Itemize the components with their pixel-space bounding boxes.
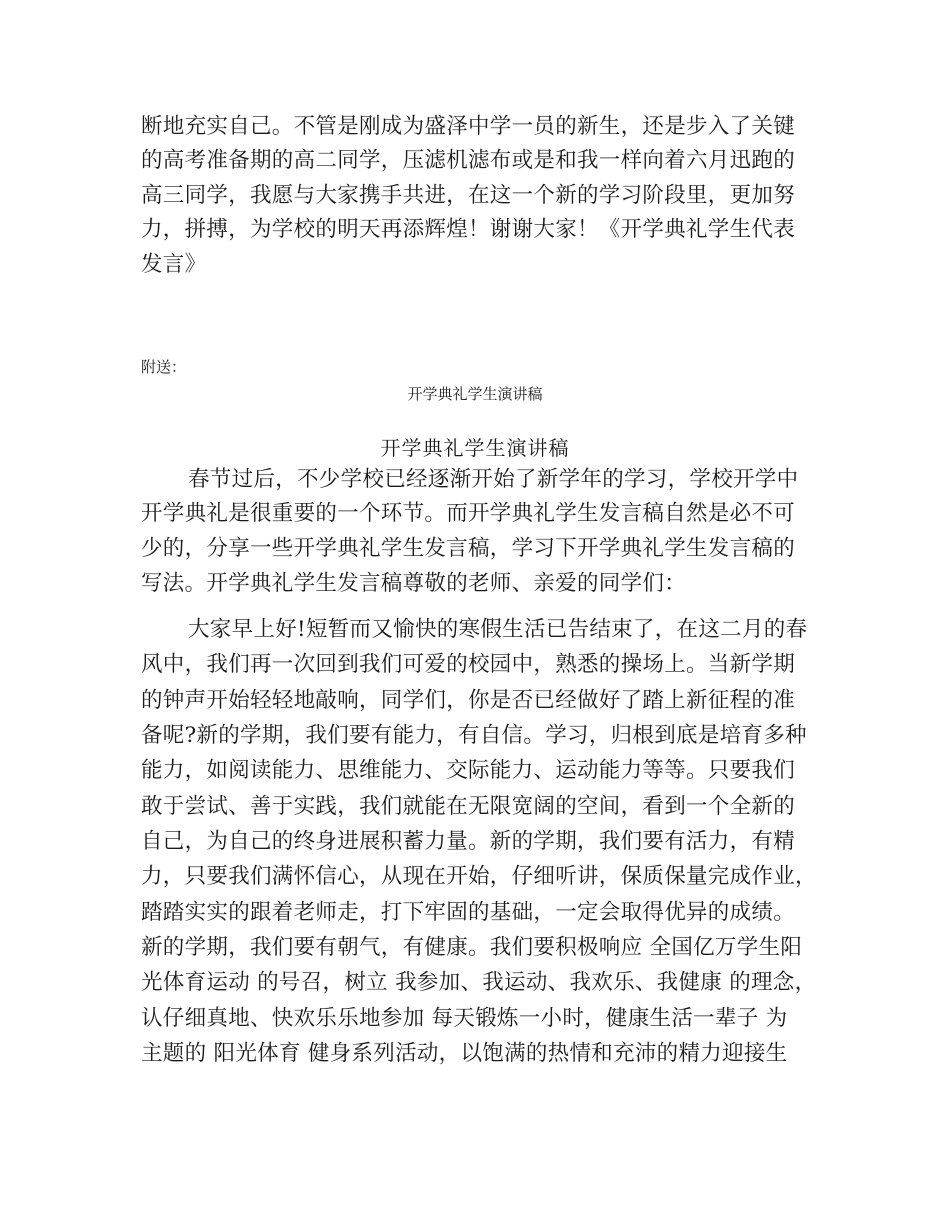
text-line: 写法。开学典礼学生发言稿尊敬的老师、亲爱的同学们： <box>141 571 687 596</box>
text-line: 的高考准备期的高二同学，压滤机滤布或是和我一样向着六月迅跑的 <box>141 148 796 173</box>
text-line: 春节过后，不少学校已经逐渐开始了新学年的学习，学校开学中 <box>188 467 799 492</box>
page-title: 开学典礼学生演讲稿 <box>380 436 570 460</box>
text-line: 主题的 阳光体育 健身系列活动，以饱满的热情和充沛的精力迎接生 <box>141 1041 788 1066</box>
text-line: 大家早上好!短暂而又愉快的寒假生活已告结束了，在这二月的春 <box>188 617 808 642</box>
text-line: 备呢?新的学期，我们要有能力，有自信。学习，归根到底是培育多种 <box>141 723 807 748</box>
text-line: 自己，为自己的终身进展积蓄力量。新的学期，我们要有活力，有精 <box>141 829 796 854</box>
text-line: 新的学期，我们要有朝气，有健康。我们要积极响应 全国亿万学生阳 <box>141 935 803 960</box>
text-line: 踏踏实实的跟着老师走，打下牢固的基础，一定会取得优异的成绩。 <box>141 900 796 925</box>
text-line: 认仔细真地、快欢乐乐地参加 每天锻炼一小时，健康生活一辈子 为 <box>141 1006 788 1031</box>
section-subtitle: 开学典礼学生演讲稿 <box>407 385 543 403</box>
text-line: 光体育运动 的号召，树立 我参加、我运动、我欢乐、我健康 的理念， <box>141 970 817 995</box>
text-line: 发言》 <box>141 252 207 277</box>
text-line: 少的，分享一些开学典礼学生发言稿，学习下开学典礼学生发言稿的 <box>141 536 796 561</box>
text-line: 敢于尝试、善于实践，我们就能在无限宽阔的空间，看到一个全新的 <box>141 794 796 819</box>
text-line: 的钟声开始轻轻地敲响，同学们，你是否已经做好了踏上新征程的准 <box>141 688 796 713</box>
appendix-label: 附送： <box>141 358 187 376</box>
text-line: 能力，如阅读能力、思维能力、交际能力、运动能力等等。只要我们 <box>141 758 796 783</box>
text-line: 力，拼搏，为学校的明天再添辉煌！谢谢大家！《开学典礼学生代表 <box>141 217 796 242</box>
text-line: 力，只要我们满怀信心，从现在开始，仔细听讲，保质保量完成作业， <box>141 864 817 889</box>
text-line: 风中，我们再一次回到我们可爱的校园中，熟悉的操场上。当新学期 <box>141 652 796 677</box>
text-line: 开学典礼是很重要的一个环节。而开学典礼学生发言稿自然是必不可 <box>141 501 796 526</box>
text-line: 高三同学，我愿与大家携手共进，在这一个新的学习阶段里，更加努 <box>141 183 796 208</box>
text-line: 断地充实自己。不管是刚成为盛泽中学一员的新生，还是步入了关键 <box>141 114 796 139</box>
